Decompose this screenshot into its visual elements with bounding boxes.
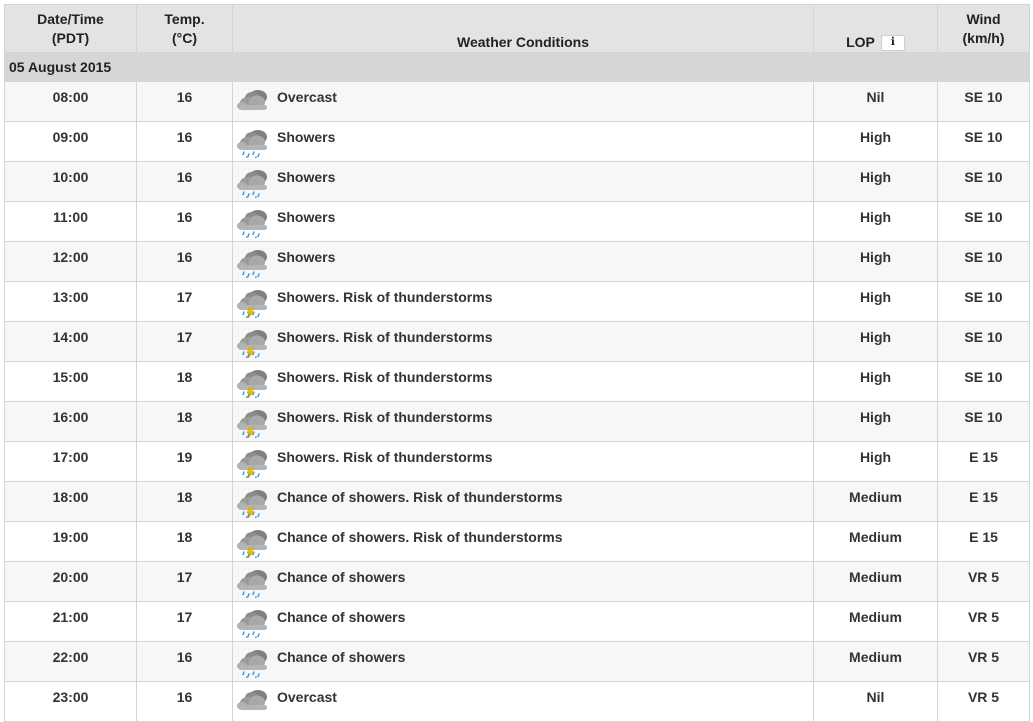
conditions-text: Showers: [277, 169, 336, 185]
showers-weather-icon: [236, 646, 270, 678]
forecast-row: [5, 82, 1030, 122]
time-cell: 20:00: [5, 562, 137, 602]
time-cell: 08:00: [5, 82, 137, 122]
temp-cell: 16: [137, 242, 233, 282]
wind-cell: SE 10: [938, 202, 1030, 242]
showers-weather-icon: [236, 126, 270, 158]
thunder-weather-icon: [236, 286, 270, 318]
temp-cell: 18: [137, 362, 233, 402]
forecast-row: [5, 122, 1030, 162]
conditions-cell: [233, 362, 814, 402]
forecast-row: [5, 562, 1030, 602]
wind-cell: E 15: [938, 522, 1030, 562]
date-group-label: 05 August 2015: [5, 53, 1030, 82]
conditions-wrapper: [233, 362, 813, 401]
datetime-header-line1: Date/Time: [37, 10, 104, 27]
thunder-weather-icon: [236, 486, 270, 518]
lop-cell: High: [814, 442, 938, 482]
conditions-wrapper: [233, 402, 813, 441]
temp-cell: 16: [137, 82, 233, 122]
overcast-weather-icon: [236, 686, 270, 718]
conditions-text: Showers. Risk of thunderstorms: [277, 369, 493, 385]
conditions-text: Overcast: [277, 89, 337, 105]
conditions-cell: [233, 162, 814, 202]
wind-cell: SE 10: [938, 122, 1030, 162]
wind-cell: E 15: [938, 442, 1030, 482]
forecast-row: [5, 482, 1030, 522]
wind-cell: SE 10: [938, 402, 1030, 442]
conditions-cell: [233, 402, 814, 442]
lop-info-button[interactable]: ℹ: [881, 35, 905, 51]
temp-header-line1: Temp.: [164, 10, 205, 27]
temp-cell: 17: [137, 562, 233, 602]
forecast-row: [5, 242, 1030, 282]
conditions-text: Chance of showers: [277, 569, 406, 585]
time-cell: 11:00: [5, 202, 137, 242]
wind-cell: VR 5: [938, 562, 1030, 602]
conditions-text: Chance of showers: [277, 609, 406, 625]
forecast-row: [5, 282, 1030, 322]
forecast-row: [5, 682, 1030, 722]
forecast-row: [5, 642, 1030, 682]
conditions-cell: [233, 82, 814, 122]
temp-column-header: [137, 5, 233, 53]
time-cell: 10:00: [5, 162, 137, 202]
lop-cell: Medium: [814, 522, 938, 562]
conditions-text: Showers. Risk of thunderstorms: [277, 329, 493, 345]
temp-cell: 16: [137, 122, 233, 162]
forecast-table-body: [5, 53, 1030, 722]
wind-cell: SE 10: [938, 362, 1030, 402]
conditions-cell: [233, 322, 814, 362]
showers-weather-icon: [236, 246, 270, 278]
temp-cell: 16: [137, 642, 233, 682]
wind-column-header: [938, 5, 1030, 53]
temp-cell: 17: [137, 282, 233, 322]
conditions-cell: [233, 602, 814, 642]
wind-cell: VR 5: [938, 602, 1030, 642]
conditions-wrapper: [233, 562, 813, 601]
conditions-wrapper: [233, 322, 813, 361]
conditions-wrapper: [233, 642, 813, 681]
wind-cell: SE 10: [938, 82, 1030, 122]
conditions-wrapper: [233, 522, 813, 561]
wind-header-line1: Wind: [966, 10, 1001, 27]
datetime-header-line2: (PDT): [51, 29, 90, 46]
time-cell: 16:00: [5, 402, 137, 442]
forecast-row: [5, 442, 1030, 482]
conditions-wrapper: [233, 442, 813, 481]
conditions-text: Chance of showers. Risk of thunderstorms: [277, 529, 563, 545]
conditions-cell: [233, 562, 814, 602]
lop-cell: Nil: [814, 682, 938, 722]
temp-cell: 19: [137, 442, 233, 482]
lop-cell: High: [814, 122, 938, 162]
wind-header-line2: (km/h): [962, 29, 1005, 46]
temp-cell: 16: [137, 162, 233, 202]
lop-cell: Medium: [814, 482, 938, 522]
conditions-wrapper: [233, 482, 813, 521]
lop-column-header: [814, 5, 938, 53]
temp-cell: 16: [137, 202, 233, 242]
conditions-wrapper: [233, 82, 813, 121]
conditions-wrapper: [233, 202, 813, 241]
wind-cell: SE 10: [938, 282, 1030, 322]
thunder-weather-icon: [236, 366, 270, 398]
conditions-cell: [233, 642, 814, 682]
conditions-cell: [233, 242, 814, 282]
temp-cell: 16: [137, 682, 233, 722]
conditions-wrapper: [233, 162, 813, 201]
time-cell: 18:00: [5, 482, 137, 522]
forecast-row: [5, 402, 1030, 442]
showers-weather-icon: [236, 206, 270, 238]
temp-cell: 18: [137, 482, 233, 522]
lop-header-label: LOP: [846, 34, 875, 50]
datetime-column-header: [5, 5, 137, 53]
conditions-wrapper: [233, 282, 813, 321]
forecast-row: [5, 362, 1030, 402]
conditions-text: Showers: [277, 209, 336, 225]
conditions-wrapper: [233, 682, 813, 721]
conditions-cell: [233, 442, 814, 482]
conditions-text: Chance of showers: [277, 649, 406, 665]
wind-cell: VR 5: [938, 642, 1030, 682]
conditions-cell: [233, 482, 814, 522]
lop-cell: Medium: [814, 562, 938, 602]
forecast-row: [5, 202, 1030, 242]
forecast-table-header: [5, 5, 1030, 53]
conditions-cell: [233, 202, 814, 242]
conditions-text: Showers. Risk of thunderstorms: [277, 289, 493, 305]
time-cell: 21:00: [5, 602, 137, 642]
temp-cell: 18: [137, 522, 233, 562]
lop-cell: High: [814, 282, 938, 322]
lop-cell: High: [814, 242, 938, 282]
temp-cell: 17: [137, 602, 233, 642]
temp-header-line2: (°C): [171, 29, 198, 46]
conditions-wrapper: [233, 602, 813, 641]
time-cell: 14:00: [5, 322, 137, 362]
forecast-table: [4, 4, 1030, 722]
showers-weather-icon: [236, 566, 270, 598]
showers-weather-icon: [236, 606, 270, 638]
time-cell: 15:00: [5, 362, 137, 402]
conditions-text: Showers. Risk of thunderstorms: [277, 409, 493, 425]
lop-cell: Medium: [814, 602, 938, 642]
thunder-weather-icon: [236, 526, 270, 558]
overcast-weather-icon: [236, 86, 270, 118]
lop-cell: High: [814, 362, 938, 402]
thunder-weather-icon: [236, 326, 270, 358]
time-cell: 13:00: [5, 282, 137, 322]
wind-cell: SE 10: [938, 242, 1030, 282]
forecast-row: [5, 322, 1030, 362]
lop-cell: High: [814, 202, 938, 242]
conditions-wrapper: [233, 122, 813, 161]
time-cell: 09:00: [5, 122, 137, 162]
conditions-text: Showers: [277, 129, 336, 145]
forecast-row: [5, 522, 1030, 562]
conditions-cell: [233, 282, 814, 322]
wind-cell: VR 5: [938, 682, 1030, 722]
temp-cell: 17: [137, 322, 233, 362]
conditions-cell: [233, 522, 814, 562]
conditions-text: Showers: [277, 249, 336, 265]
showers-weather-icon: [236, 166, 270, 198]
forecast-row: [5, 162, 1030, 202]
time-cell: 19:00: [5, 522, 137, 562]
time-cell: 23:00: [5, 682, 137, 722]
temp-cell: 18: [137, 402, 233, 442]
wind-cell: E 15: [938, 482, 1030, 522]
lop-cell: High: [814, 402, 938, 442]
lop-cell: High: [814, 162, 938, 202]
forecast-row: [5, 602, 1030, 642]
time-cell: 17:00: [5, 442, 137, 482]
lop-cell: Medium: [814, 642, 938, 682]
thunder-weather-icon: [236, 446, 270, 478]
wind-cell: SE 10: [938, 162, 1030, 202]
conditions-text: Showers. Risk of thunderstorms: [277, 449, 493, 465]
thunder-weather-icon: [236, 406, 270, 438]
date-group-row: [5, 53, 1030, 82]
lop-cell: Nil: [814, 82, 938, 122]
wind-cell: SE 10: [938, 322, 1030, 362]
lop-cell: High: [814, 322, 938, 362]
conditions-cell: [233, 122, 814, 162]
conditions-column-header: Weather Conditions: [233, 5, 814, 53]
time-cell: 22:00: [5, 642, 137, 682]
conditions-text: Chance of showers. Risk of thunderstorms: [277, 489, 563, 505]
conditions-wrapper: [233, 242, 813, 281]
conditions-text: Overcast: [277, 689, 337, 705]
conditions-cell: [233, 682, 814, 722]
time-cell: 12:00: [5, 242, 137, 282]
